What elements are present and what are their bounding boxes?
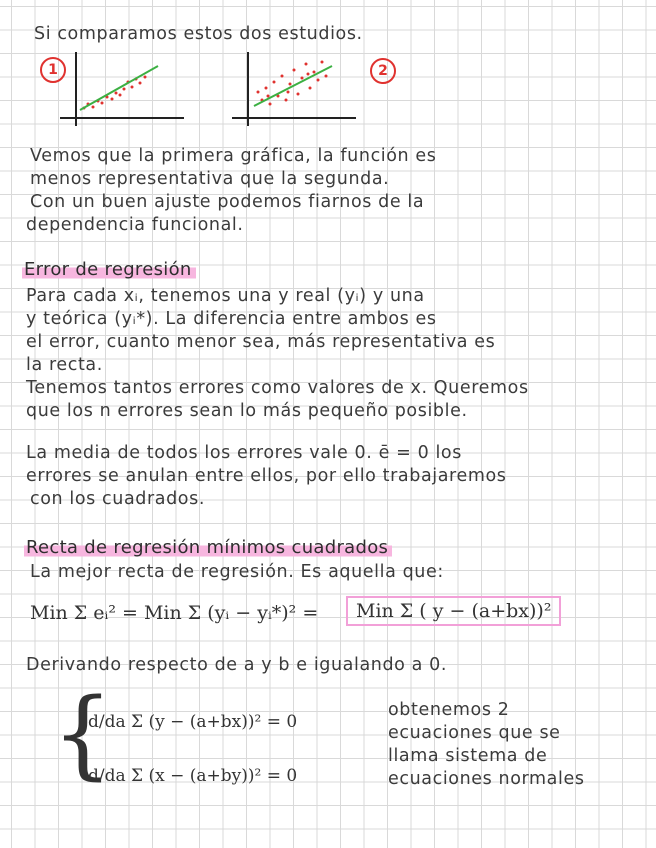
paragraph1-line-4: dependencia funcional. [26, 215, 244, 235]
formula-min-error: Min Σ eᵢ² = Min Σ (yᵢ − yᵢ*)² = [30, 602, 319, 624]
error-line-4: la recta. [26, 355, 103, 375]
marker-1-icon: 1 [40, 57, 66, 83]
scatter-plot-2 [232, 52, 362, 132]
derive-line: Derivando respecto de a y b e igualando a 0. [26, 655, 448, 675]
paragraph1-line-1: Vemos que la primera gráfica, la función es [30, 146, 437, 166]
scatter-plot-1 [60, 52, 190, 132]
error-line-3: el error, cuanto menor sea, más representativa es [26, 332, 496, 352]
marker-2-icon: 2 [370, 58, 396, 84]
normal-equation-1: d/da Σ (y − (a+bx))² = 0 [88, 712, 298, 732]
mean-line-3: con los cuadrados. [30, 489, 205, 509]
mean-line-1: La media de todos los errores vale 0. ē = 0 los [26, 443, 462, 463]
note-line-1: obtenemos 2 [388, 700, 510, 720]
least-squares-intro: La mejor recta de regresión. Es aquella que: [30, 562, 444, 582]
system-brace: { [52, 678, 114, 790]
plot-1-points [83, 76, 147, 110]
note-line-3: llama sistema de [388, 746, 548, 766]
error-line-1: Para cada xᵢ, tenemos una y real (yᵢ) y una [26, 286, 425, 306]
section-heading-least-squares: Recta de regresión mínimos cuadrados [24, 537, 392, 558]
formula-min-boxed: Min Σ ( y − (a+bx))² [346, 596, 561, 626]
normal-equation-2: d/da Σ (x − (a+by))² = 0 [88, 766, 298, 786]
error-line-2: y teórica (yᵢ*). La diferencia entre ambos es [26, 309, 437, 329]
paragraph1-line-3: Con un buen ajuste podemos fiarnos de la [30, 192, 425, 212]
error-line-6: que los n errores sean lo más pequeño posible. [26, 401, 468, 421]
note-line-2: ecuaciones que se [388, 723, 561, 743]
note-line-4: ecuaciones normales [388, 769, 585, 789]
error-line-5: Tenemos tantos errores como valores de x. Queremos [26, 378, 529, 398]
section-heading-error: Error de regresión [22, 259, 196, 280]
intro-text: Si comparamos estos dos estudios. [34, 24, 363, 44]
plot-1-regression-line [80, 66, 158, 110]
plot-2-regression-line [254, 66, 332, 106]
paragraph1-line-2: menos representativa que la segunda. [30, 169, 390, 189]
mean-line-2: errores se anulan entre ellos, por ello trabajaremos [26, 466, 507, 486]
